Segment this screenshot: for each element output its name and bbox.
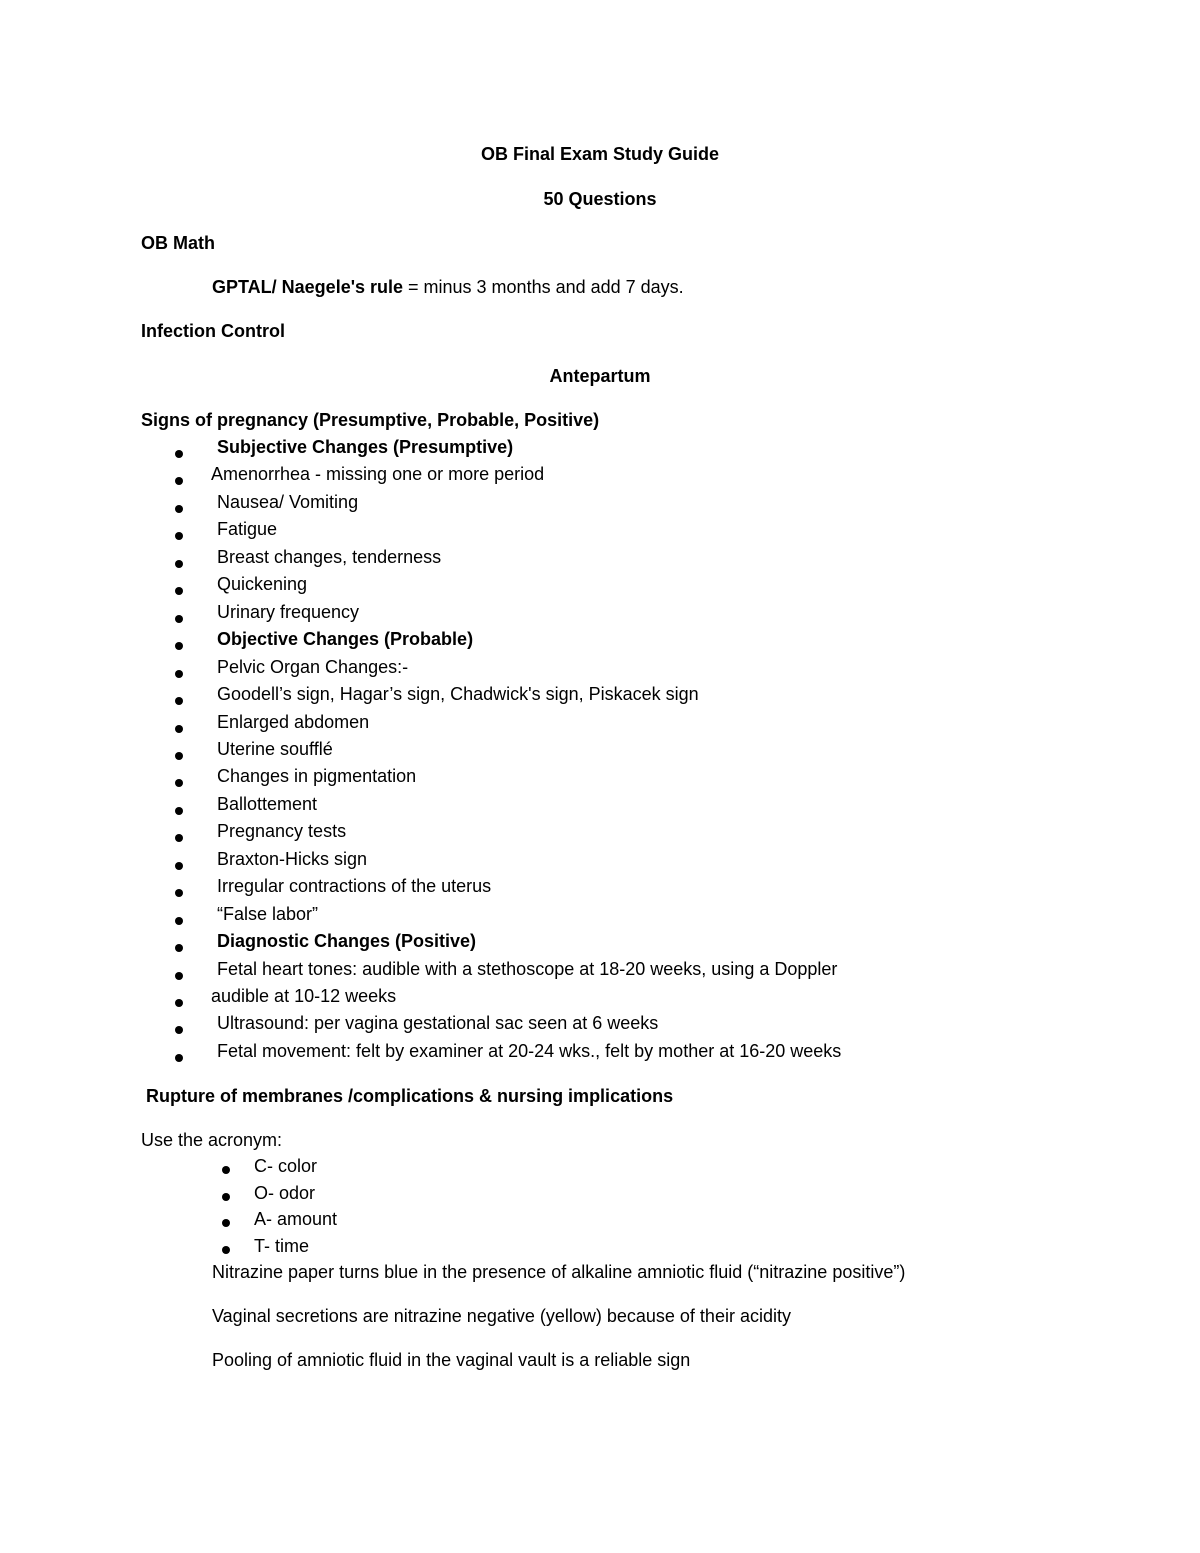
list-item: Braxton-Hicks sign [217,848,368,869]
bullet-icon [175,498,183,516]
bullet-icon [175,718,183,736]
list-item: Subjective Changes (Presumptive) [217,437,514,457]
list-item: Changes in pigmentation [217,766,417,787]
note-nitrazine-paper: Nitrazine paper turns blue in the presence of alkaline amniotic fluid (“nitrazine positive”) [212,1262,906,1282]
list-item: Fetal movement: felt by examiner at 20-24 wks., felt by mother at 16-20 weeks [217,1040,842,1061]
bullet-icon [175,855,183,873]
bullet-icon [175,525,183,543]
bullet-icon [222,1159,230,1177]
list-item: “False labor” [217,903,319,924]
antepartum-heading: Antepartum [549,366,651,386]
bullet-icon [175,772,183,790]
list-item: Objective Changes (Probable) [217,629,474,650]
bullet-icon [175,910,183,928]
acronym-item: T- time [254,1235,310,1256]
list-item: Diagnostic Changes (Positive) [217,931,477,952]
acronym-item: C- color [254,1156,318,1176]
bullet-icon [175,800,183,818]
list-item: Pelvic Organ Changes:- [217,656,409,677]
bullet-icon [175,882,183,900]
bullet-icon [175,827,183,845]
bullet-icon [222,1186,230,1204]
bullet-icon [222,1212,230,1230]
bullet-icon [175,745,183,763]
bullet-icon [175,580,183,598]
list-item: Fetal heart tones: audible with a stethoscope at 18-20 weeks, using a Doppler [217,958,838,979]
bullet-icon [175,663,183,681]
bullet-icon [175,992,183,1010]
list-item: Fatigue [217,519,278,540]
note-vaginal-secretions: Vaginal secretions are nitrazine negative (yellow) because of their acidity [212,1306,791,1326]
acronym-item: A- amount [254,1209,338,1229]
bullet-icon [175,635,183,653]
naegele-rule-text: = minus 3 months and add 7 days. [403,277,684,297]
bullet-icon [175,608,183,626]
signs-of-pregnancy-heading: Signs of pregnancy (Presumptive, Probable, Positive) [141,410,600,430]
bullet-icon [175,443,183,461]
list-item: Ultrasound: per vagina gestational sac seen at 6 weeks [217,1013,659,1034]
list-item: Urinary frequency [217,601,360,622]
rupture-heading: Rupture of membranes /complications & nursing implications [146,1086,674,1106]
bullet-icon [175,937,183,955]
list-item: Breast changes, tenderness [217,546,442,567]
page-subtitle: 50 Questions [543,189,657,209]
list-item: Goodell’s sign, Hagar’s sign, Chadwick's sign, Piskacek sign [217,684,699,705]
list-item: Irregular contractions of the uterus [217,876,492,897]
list-item: Enlarged abdomen [217,711,370,732]
bullet-icon [222,1239,230,1257]
bullet-icon [175,1019,183,1037]
naegele-rule-label: GPTAL/ Naegele's rule [212,277,404,297]
ob-math-heading: OB Math [141,233,215,253]
list-item: Pregnancy tests [217,821,347,842]
list-item: Uterine soufflé [217,738,333,759]
infection-control-heading: Infection Control [141,321,285,341]
page-title: OB Final Exam Study Guide [480,144,720,164]
naegele-rule [212,278,684,296]
list-item: Nausea/ Vomiting [217,491,359,512]
bullet-icon [175,553,183,571]
list-item: Amenorrhea - missing one or more period [211,464,545,485]
acronym-intro: Use the acronym: [141,1130,283,1150]
list-item: Quickening [217,574,308,595]
bullet-icon [175,470,183,488]
note-pooling: Pooling of amniotic fluid in the vaginal vault is a reliable sign [212,1350,691,1370]
bullet-icon [175,690,183,708]
list-item: audible at 10-12 weeks [211,986,397,1006]
acronym-item: O- odor [254,1182,316,1203]
bullet-icon [175,965,183,983]
list-item: Ballottement [217,793,318,814]
bullet-icon [175,1047,183,1065]
